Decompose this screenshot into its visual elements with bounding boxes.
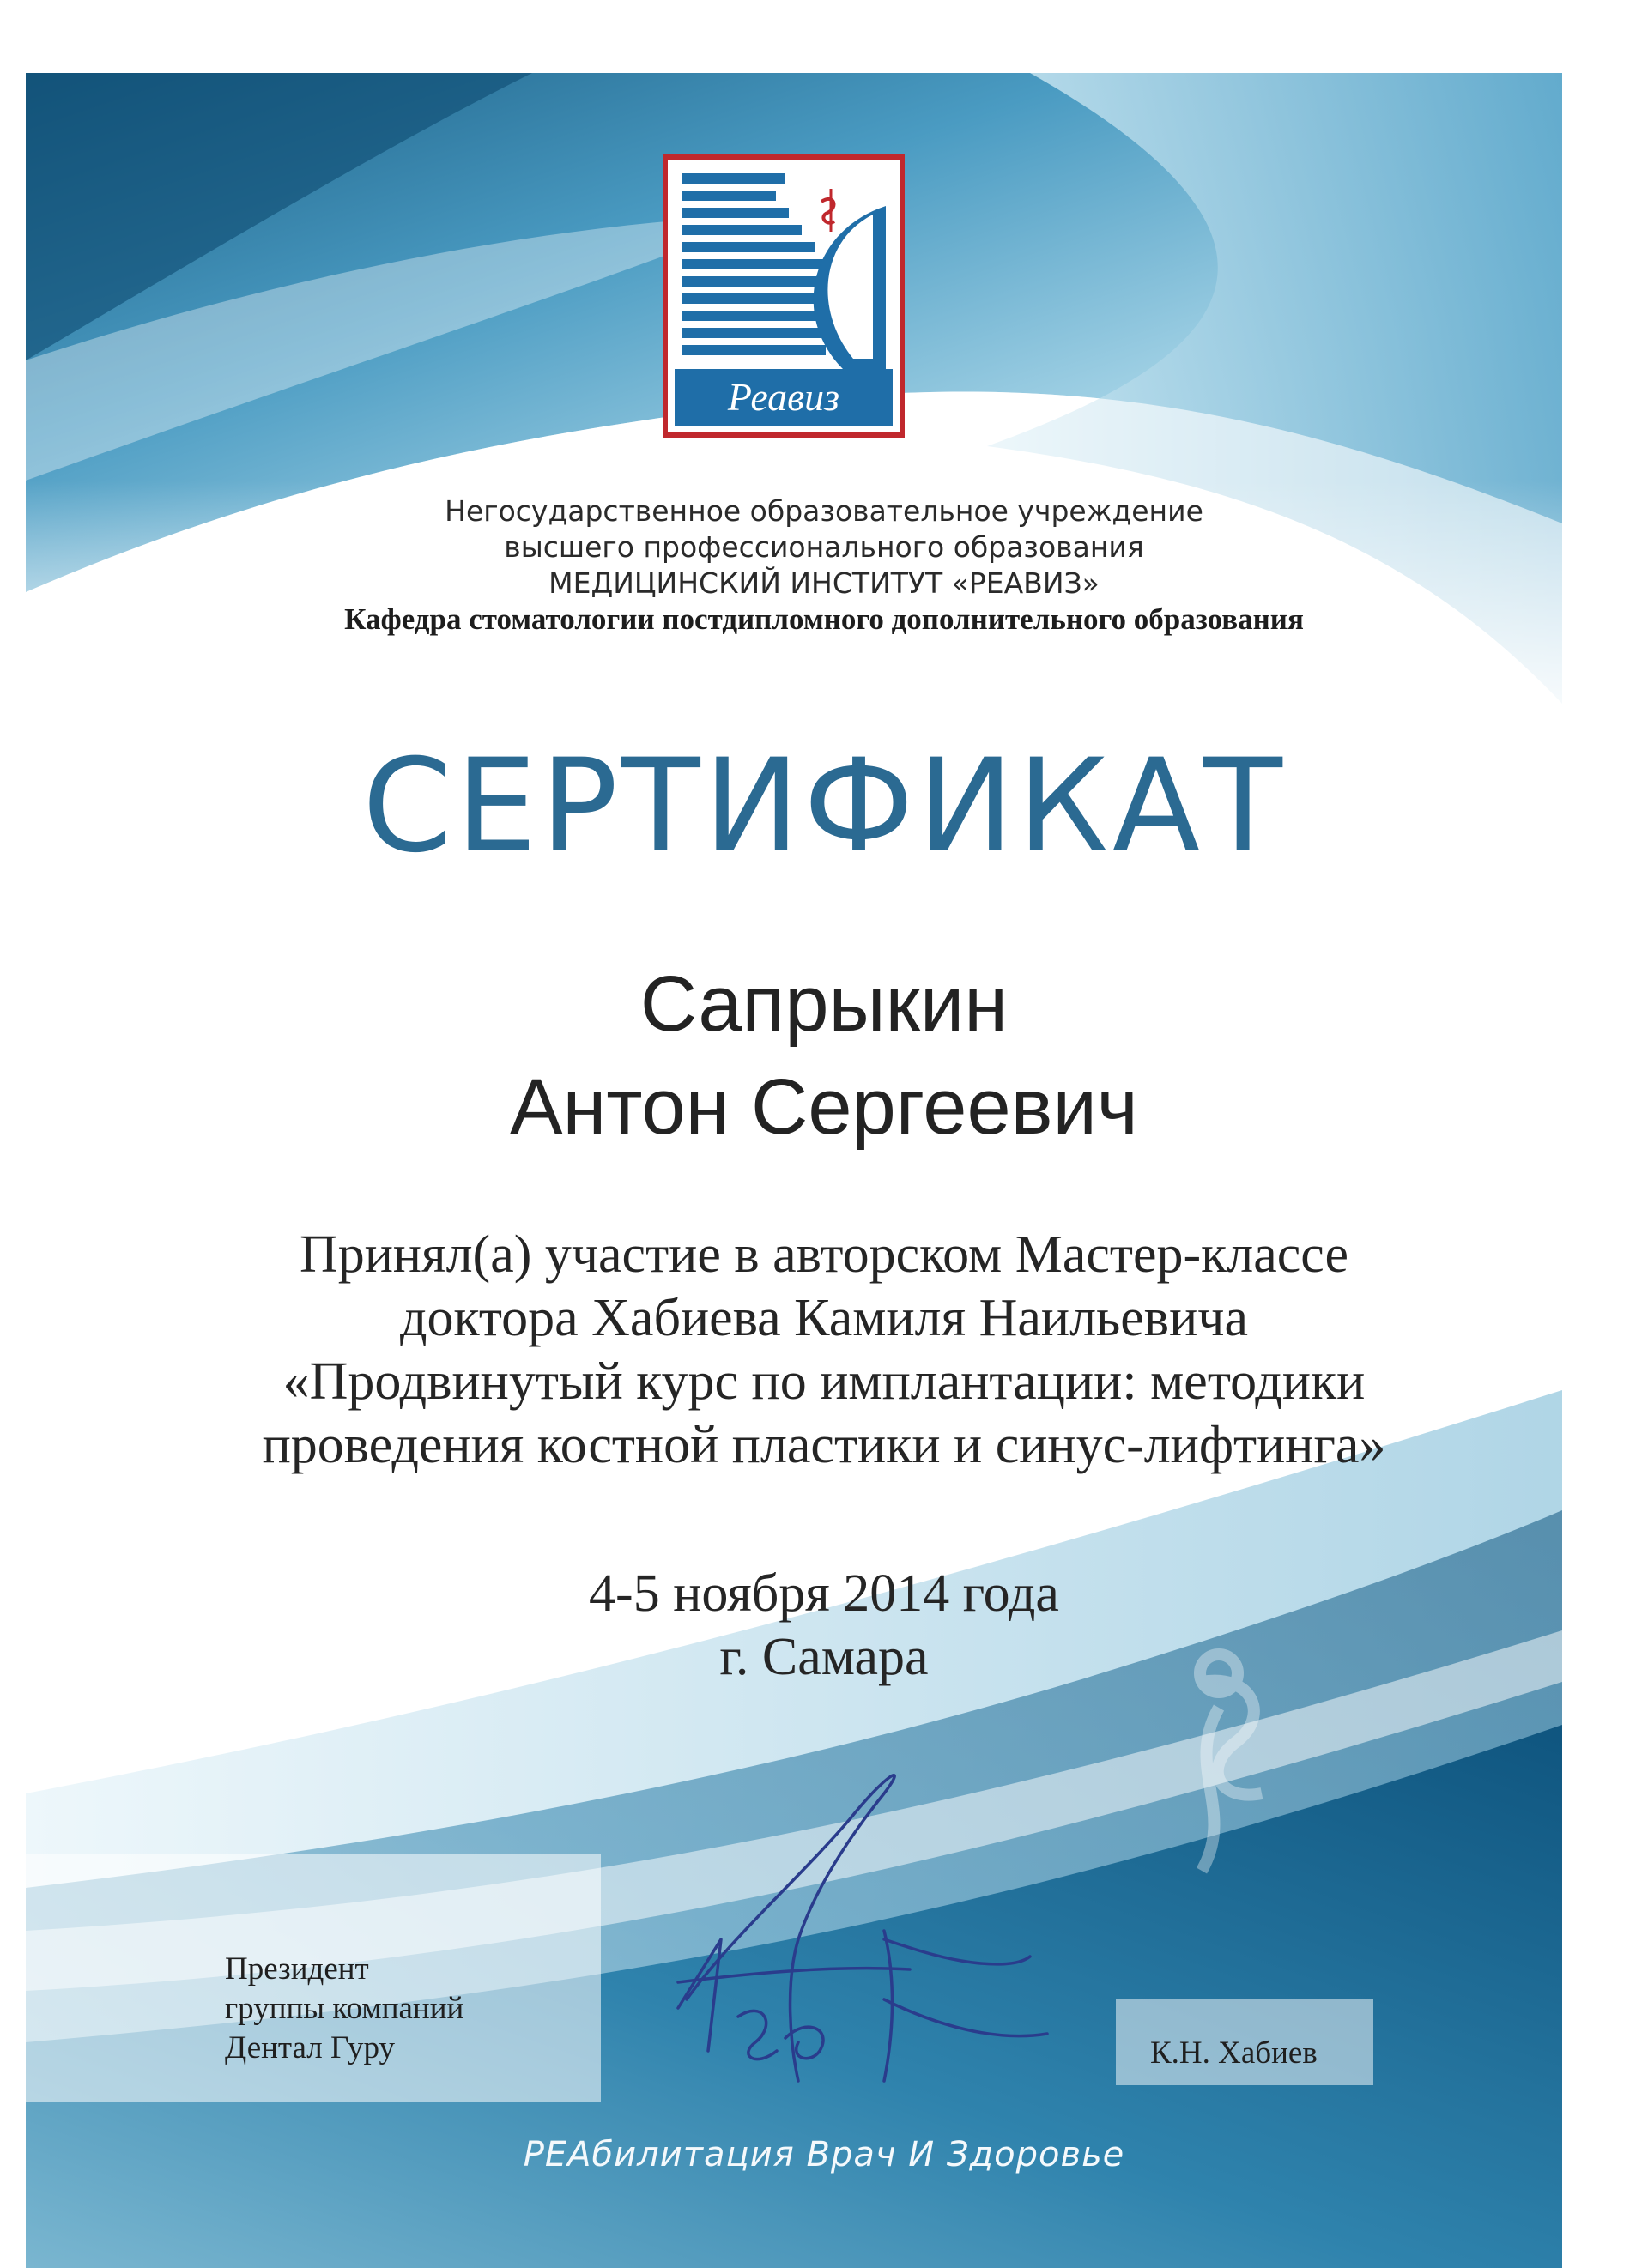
signatory-name: К.Н. Хабиев <box>1150 2035 1318 2071</box>
header-line-2: высшего профессионального образования <box>504 530 1144 564</box>
recipient-name <box>0 953 1648 1158</box>
logo-wordmark: Реавиз <box>727 375 840 419</box>
institution-header <box>0 493 1648 638</box>
description-line: «Продвинутый курс по имплантации: методики <box>282 1352 1366 1411</box>
event-date: 4-5 ноября 2014 года <box>589 1564 1059 1623</box>
description-line: Принял(а) участие в авторском Мастер-классе <box>299 1225 1349 1284</box>
description-line: доктора Хабиева Камиля Наильевича <box>400 1289 1248 1347</box>
event-description <box>0 1223 1648 1477</box>
handwritten-signature <box>627 1742 1107 2102</box>
event-date-place <box>0 1562 1648 1689</box>
signatory-title-line: группы компаний <box>225 1991 464 2026</box>
reaviz-logo <box>663 154 905 438</box>
recipient-given-names: Антон Сергеевич <box>510 1063 1138 1151</box>
signatory-title-line: Президент <box>225 1951 369 1987</box>
signatory-title-line: Дентал Гуру <box>225 2030 395 2065</box>
recipient-surname: Сапрыкин <box>639 960 1009 1048</box>
header-line-1: Негосударственное образовательное учреждение <box>445 494 1203 528</box>
header-department: Кафедра стоматологии постдипломного дополнительного образования <box>344 602 1304 636</box>
header-institute-name: МЕДИЦИНСКИЙ ИНСТИТУТ «РЕАВИЗ» <box>548 566 1100 600</box>
certificate-title: СЕРТИФИКАТ <box>362 732 1286 881</box>
description-line: проведения костной пластики и синус-лифтинга» <box>262 1416 1386 1474</box>
event-city: г. Самара <box>719 1628 929 1686</box>
signatory-title <box>225 1950 464 2068</box>
footer-slogan: РЕАбилитация Врач И Здоровье <box>523 2135 1125 2174</box>
